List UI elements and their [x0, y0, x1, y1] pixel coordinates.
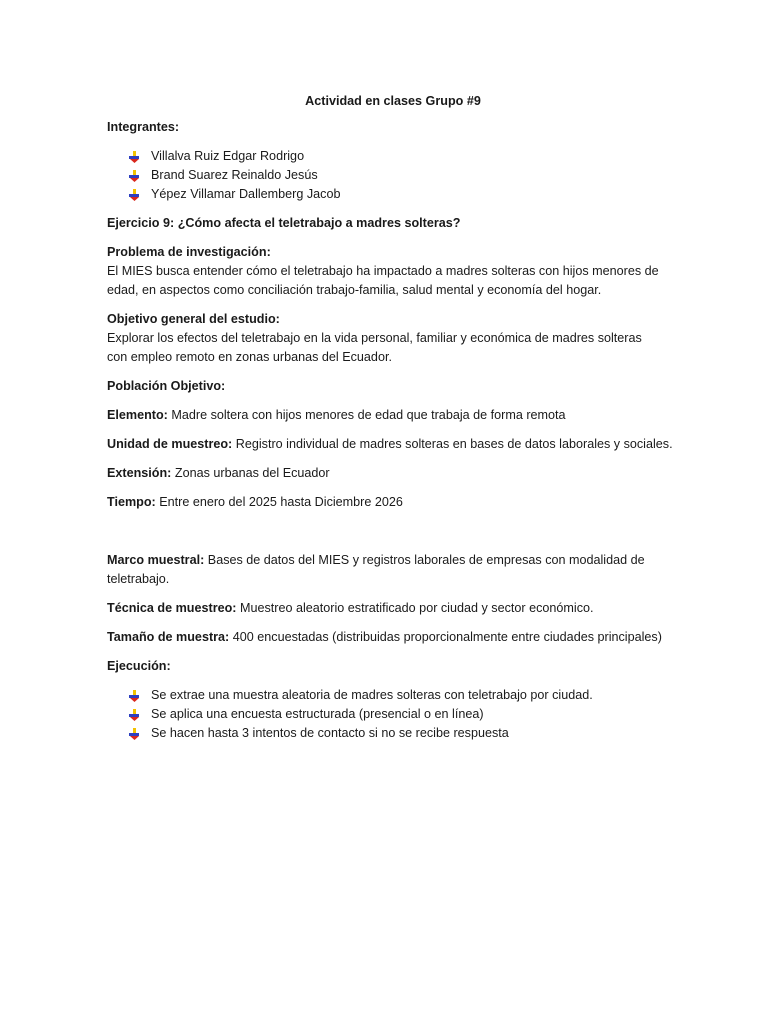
tiempo-line: Tiempo: Entre enero del 2025 hasta Diciembre 2026	[107, 495, 403, 509]
exercise-heading: Ejercicio 9: ¿Cómo afecta el teletrabajo a madres solteras?	[107, 216, 461, 230]
ejecucion-label: Ejecución:	[107, 659, 171, 673]
ejecucion-list	[107, 686, 667, 743]
tamano-line: Tamaño de muestra: 400 encuestadas (distribuidas proporcionalmente entre ciudades principales)	[107, 630, 662, 644]
arrow-bullet-icon	[129, 189, 141, 201]
list-item	[129, 724, 667, 743]
arrow-bullet-icon	[129, 170, 141, 182]
problema-text-line2: edad, en aspectos como conciliación trabajo-familia, salud mental y economía del hogar.	[107, 283, 602, 297]
ejecucion-step: Se extrae una muestra aleatoria de madres solteras con teletrabajo por ciudad.	[151, 688, 593, 702]
list-item	[129, 185, 667, 204]
elemento-line: Elemento: Madre soltera con hijos menores de edad que trabaja de forma remota	[107, 408, 566, 422]
marco-text-line2: teletrabajo.	[107, 572, 170, 586]
poblacion-label: Población Objetivo:	[107, 379, 226, 393]
arrow-bullet-icon	[129, 709, 141, 721]
objetivo-label: Objetivo general del estudio:	[107, 312, 280, 326]
marco-section	[107, 551, 667, 589]
arrow-bullet-icon	[129, 151, 141, 163]
integrante-name: Villalva Ruiz Edgar Rodrigo	[151, 149, 305, 163]
integrantes-label: Integrantes:	[107, 120, 180, 134]
integrante-name: Yépez Villamar Dallemberg Jacob	[151, 187, 341, 201]
document-title: Actividad en clases Grupo #9	[305, 94, 481, 108]
objetivo-text-line2: con empleo remoto en zonas urbanas del Ecuador.	[107, 350, 392, 364]
tecnica-line: Técnica de muestreo: Muestreo aleatorio estratificado por ciudad y sector económico.	[107, 601, 594, 615]
list-item	[129, 705, 667, 724]
ejecucion-step: Se hacen hasta 3 intentos de contacto si no se recibe respuesta	[151, 726, 509, 740]
extension-line: Extensión: Zonas urbanas del Ecuador	[107, 466, 330, 480]
integrante-name: Brand Suarez Reinaldo Jesús	[151, 168, 318, 182]
arrow-bullet-icon	[129, 690, 141, 702]
integrantes-list	[107, 147, 667, 204]
marco-label: Marco muestral:	[107, 553, 205, 567]
problema-label: Problema de investigación:	[107, 245, 271, 259]
list-item	[129, 166, 667, 185]
list-item	[129, 686, 667, 705]
ejecucion-step: Se aplica una encuesta estructurada (presencial o en línea)	[151, 707, 484, 721]
objetivo-text-line1: Explorar los efectos del teletrabajo en la vida personal, familiar y económica de madres solteras	[107, 331, 642, 345]
document-page	[107, 92, 673, 743]
list-item	[129, 147, 667, 166]
problema-section	[107, 243, 667, 300]
marco-text-line1: Bases de datos del MIES y registros laborales de empresas con modalidad de	[204, 553, 645, 567]
arrow-bullet-icon	[129, 728, 141, 740]
unidad-line: Unidad de muestreo: Registro individual de madres solteras en bases de datos laborales y sociales.	[107, 437, 673, 451]
objetivo-section	[107, 310, 667, 367]
problema-text-line1: El MIES busca entender cómo el teletrabajo ha impactado a madres solteras con hijos menores de	[107, 264, 659, 278]
